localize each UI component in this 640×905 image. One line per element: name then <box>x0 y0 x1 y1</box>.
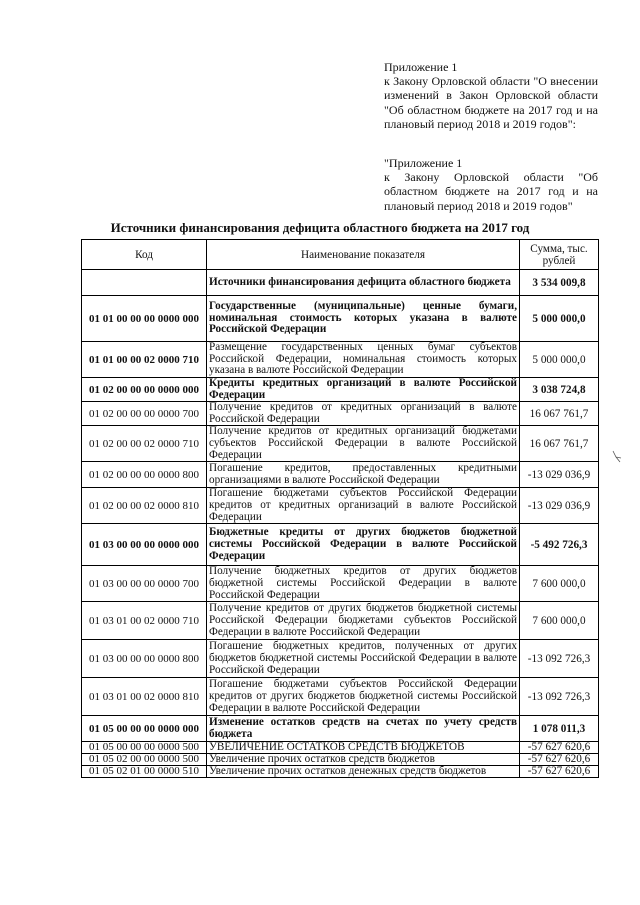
cell-code: 01 03 00 00 00 0000 800 <box>82 640 207 678</box>
table-row <box>82 716 599 742</box>
cell-code: 01 01 00 00 00 0000 000 <box>82 296 207 342</box>
cell-name: Получение кредитов от других бюджетов бюджетной системы Российской Федерации бюджетами субъектов Российской Федерации в валюте Российской Федерации <box>207 602 520 640</box>
table-row <box>82 488 599 524</box>
table-row <box>82 426 599 462</box>
document-title: Источники финансирования дефицита областного бюджета на 2017 год <box>110 220 530 235</box>
cell-sum: -13 092 726,3 <box>520 640 599 678</box>
cell-code: 01 02 00 00 00 0000 700 <box>82 402 207 426</box>
cell-code: 01 02 00 00 00 0000 800 <box>82 462 207 488</box>
cell-name: Увеличение прочих остатков средств бюджетов <box>207 754 520 766</box>
table-row <box>82 342 599 378</box>
cell-code: 01 05 02 01 00 0000 510 <box>82 766 207 778</box>
cell-sum: 5 000 000,0 <box>520 342 599 378</box>
header-code: Код <box>82 240 207 270</box>
cell-name: Увеличение прочих остатков денежных средств бюджетов <box>207 766 520 778</box>
cell-sum: -13 029 036,9 <box>520 462 599 488</box>
cell-sum: 16 067 761,7 <box>520 426 599 462</box>
appendix-1-heading: Приложение 1 <box>384 60 458 74</box>
appendix-2-heading: "Приложение 1 <box>384 156 463 170</box>
cell-code: 01 02 00 00 02 0000 710 <box>82 426 207 462</box>
cell-name: Погашение бюджетами субъектов Российской Федерации кредитов от кредитных организаций в валюте Российской Федерации <box>207 488 520 524</box>
cell-name: УВЕЛИЧЕНИЕ ОСТАТКОВ СРЕДСТВ БЮДЖЕТОВ <box>207 742 520 754</box>
table-row <box>82 602 599 640</box>
cell-sum: -57 627 620,6 <box>520 754 599 766</box>
cell-code: 01 02 00 00 02 0000 810 <box>82 488 207 524</box>
table-row <box>82 678 599 716</box>
appendix-2-note <box>384 156 598 213</box>
table-row <box>82 296 599 342</box>
cell-code: 01 03 00 00 00 0000 000 <box>82 524 207 566</box>
appendix-1-note <box>384 60 598 131</box>
cell-sum: -57 627 620,6 <box>520 742 599 754</box>
table-row <box>82 462 599 488</box>
financing-sources-table <box>81 239 599 778</box>
table-row <box>82 742 599 754</box>
cell-name: Кредиты кредитных организаций в валюте Российской Федерации <box>207 378 520 402</box>
cell-sum: -13 029 036,9 <box>520 488 599 524</box>
header-name: Наименование показателя <box>207 240 520 270</box>
cell-name: Получение кредитов от кредитных организаций в валюте Российской Федерации <box>207 402 520 426</box>
cell-code: 01 05 00 00 00 0000 500 <box>82 742 207 754</box>
table-row <box>82 270 599 296</box>
cell-sum: -5 492 726,3 <box>520 524 599 566</box>
table-row <box>82 524 599 566</box>
table-header-row <box>82 240 599 270</box>
cell-name: Источники финансирования дефицита областного бюджета <box>207 270 520 296</box>
cell-sum: 5 000 000,0 <box>520 296 599 342</box>
cell-code <box>82 270 207 296</box>
cell-name: Погашение бюджетами субъектов Российской Федерации кредитов от других бюджетов бюджетной системы Российской Федерации в валюте Российской Федерации <box>207 678 520 716</box>
table-row <box>82 402 599 426</box>
cell-sum: -13 092 726,3 <box>520 678 599 716</box>
cell-sum: 1 078 011,3 <box>520 716 599 742</box>
table-row <box>82 378 599 402</box>
table-row <box>82 566 599 602</box>
cell-name: Погашение кредитов, предоставленных кредитными организациями в валюте Российской Федерации <box>207 462 520 488</box>
margin-mark <box>612 450 622 464</box>
cell-name: Размещение государственных ценных бумаг субъектов Российской Федерации, номинальная стоимость которых указана в валюте Российской Федерации <box>207 342 520 378</box>
cell-sum: 3 038 724,8 <box>520 378 599 402</box>
cell-name: Погашение бюджетных кредитов, полученных от других бюджетов бюджетной системы Российской Федерации в валюте Российской Федерации <box>207 640 520 678</box>
table-body <box>82 270 599 778</box>
cell-name: Государственные (муниципальные) ценные бумаги, номинальная стоимость которых указана в валюте Российской Федерации <box>207 296 520 342</box>
appendix-2-text: к Закону Орловской области "Об областном бюджете на 2017 год и на плановый период 2018 и 2019 годов" <box>384 170 598 213</box>
cell-name: Изменение остатков средств на счетах по учету средств бюджета <box>207 716 520 742</box>
cell-name: Бюджетные кредиты от других бюджетов бюджетной системы Российской Федерации в валюте Российской Федерации <box>207 524 520 566</box>
cell-name: Получение бюджетных кредитов от других бюджетов бюджетной системы Российской Федерации в валюте Российской Федерации <box>207 566 520 602</box>
table-row <box>82 640 599 678</box>
header-sum: Сумма, тыс. рублей <box>520 240 599 270</box>
appendix-1-text: к Закону Орловской области "О внесении изменений в Закон Орловской области "Об областном бюджете на 2017 год и на плановый период 2018 и 2019 годов": <box>384 74 598 131</box>
cell-code: 01 03 00 00 00 0000 700 <box>82 566 207 602</box>
cell-code: 01 03 01 00 02 0000 810 <box>82 678 207 716</box>
cell-code: 01 01 00 00 02 0000 710 <box>82 342 207 378</box>
cell-name: Получение кредитов от кредитных организаций бюджетами субъектов Российской Федерации в валюте Российской Федерации <box>207 426 520 462</box>
cell-code: 01 05 02 00 00 0000 500 <box>82 754 207 766</box>
cell-sum: 16 067 761,7 <box>520 402 599 426</box>
cell-code: 01 02 00 00 00 0000 000 <box>82 378 207 402</box>
cell-sum: -57 627 620,6 <box>520 766 599 778</box>
cell-sum: 7 600 000,0 <box>520 602 599 640</box>
cell-code: 01 03 01 00 02 0000 710 <box>82 602 207 640</box>
cell-code: 01 05 00 00 00 0000 000 <box>82 716 207 742</box>
cell-sum: 7 600 000,0 <box>520 566 599 602</box>
cell-sum: 3 534 009,8 <box>520 270 599 296</box>
table-row <box>82 754 599 766</box>
table-row <box>82 766 599 778</box>
